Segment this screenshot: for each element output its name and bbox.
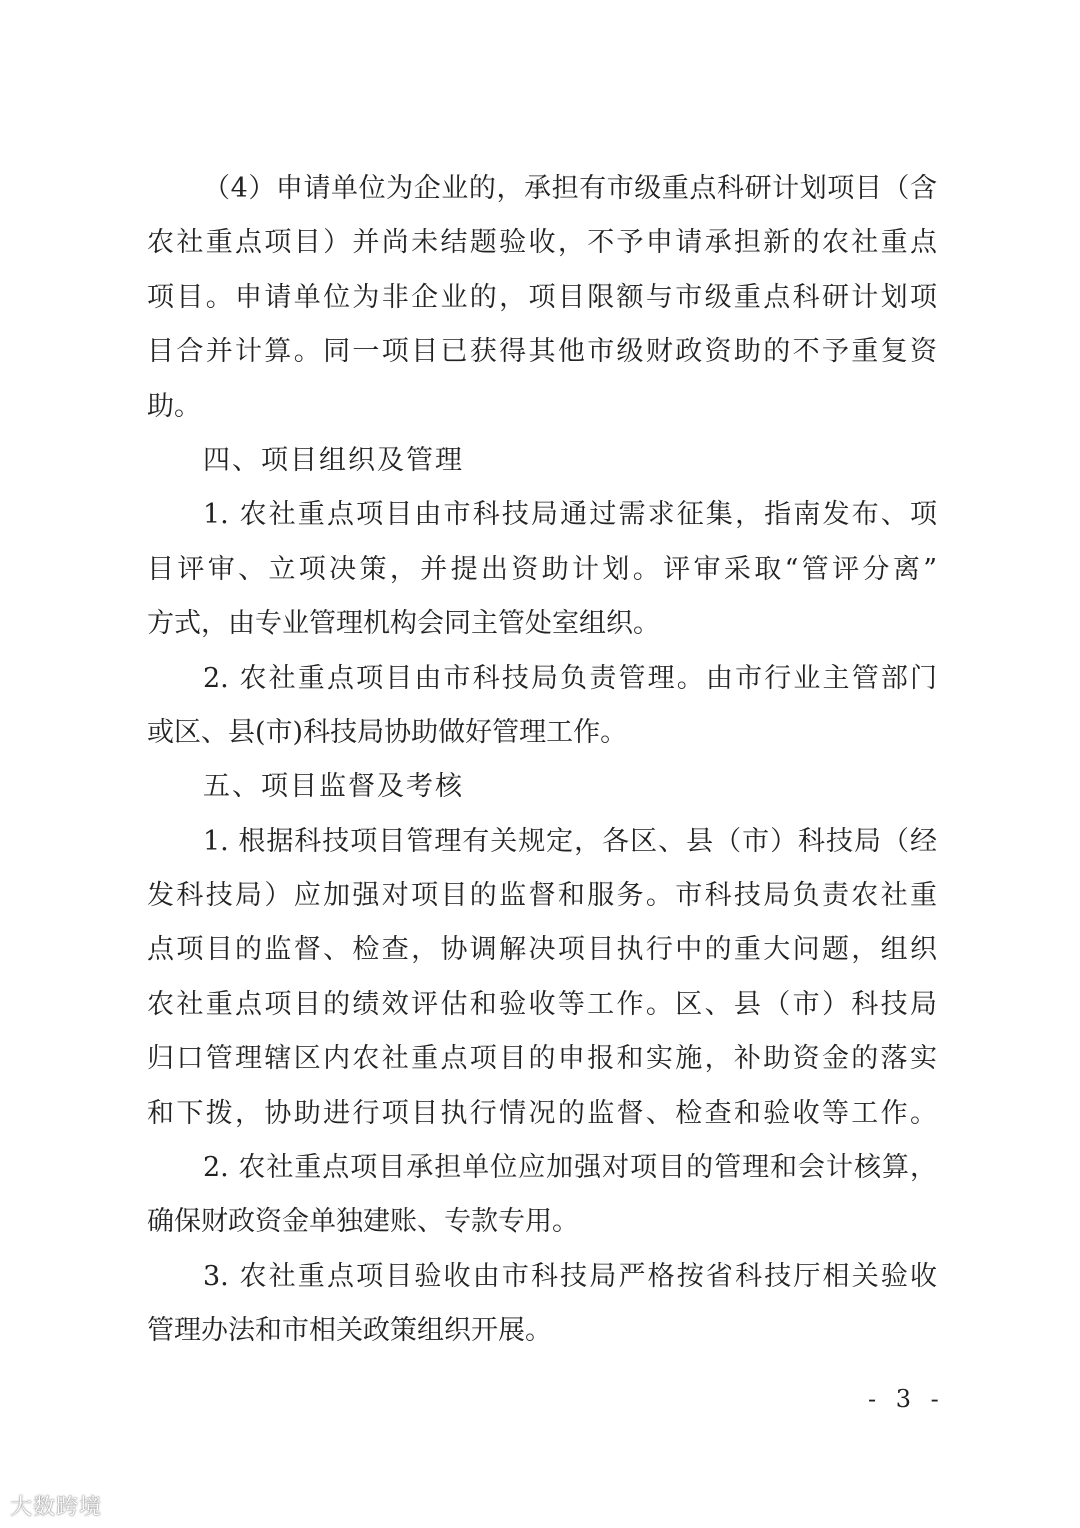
text-line: 发科技局）应加强对项目的监督和服务。市科技局负责农社重 <box>147 880 937 912</box>
paragraph <box>147 652 937 761</box>
text-line: 项目。申请单位为非企业的，项目限额与市级重点科研计划项 <box>147 281 937 313</box>
text-line: 1. 农社重点项目由市科技局通过需求征集，指南发布、项 <box>203 499 937 531</box>
text-line: 3. 农社重点项目验收由市科技局严格按省科技厅相关验收 <box>203 1260 937 1292</box>
text-line: 助。 <box>147 390 201 422</box>
text-line: 和下拨，协助进行项目执行情况的监督、检查和验收等工作。 <box>147 1097 937 1129</box>
section-heading-4: 四、项目组织及管理 <box>203 444 464 476</box>
text-line: 农社重点项目）并尚未结题验收，不予申请承担新的农社重点 <box>147 227 937 259</box>
paragraph-4-application-limits <box>147 162 937 434</box>
text-line: 点项目的监督、检查，协调解决项目执行中的重大问题，组织 <box>147 934 937 966</box>
text-line: 归口管理辖区内农社重点项目的申报和实施，补助资金的落实 <box>147 1043 937 1075</box>
paragraph <box>147 1141 937 1250</box>
paragraph <box>147 1250 937 1359</box>
text-line: （4）申请单位为企业的，承担有市级重点科研计划项目（含 <box>203 173 937 204</box>
paragraph <box>147 815 937 1141</box>
text-line: 确保财政资金单独建账、专款专用。 <box>147 1206 579 1238</box>
text-line: 或区、县(市)科技局协助做好管理工作。 <box>147 716 628 748</box>
text-line: 目合并计算。同一项目已获得其他市级财政资助的不予重复资 <box>147 336 937 368</box>
paragraph <box>147 488 937 651</box>
text-line: 方式，由专业管理机构会同主管处室组织。 <box>147 608 660 640</box>
text-line: 1. 根据科技项目管理有关规定，各区、县（市）科技局（经 <box>203 825 937 857</box>
document-body <box>147 162 937 1359</box>
text-line: 目评审、立项决策，并提出资助计划。评审采取“管评分离” <box>147 553 937 585</box>
page-number: - 3 - <box>868 1385 945 1413</box>
text-line: 管理办法和市相关政策组织开展。 <box>147 1315 552 1347</box>
text-line: 2. 农社重点项目由市科技局负责管理。由市行业主管部门 <box>203 662 937 694</box>
text-line: 2. 农社重点项目承担单位应加强对项目的管理和会计核算， <box>203 1152 937 1184</box>
watermark-logo: 大数跨境 <box>10 1495 103 1520</box>
section-heading-5: 五、项目监督及考核 <box>203 771 464 803</box>
text-line: 农社重点项目的绩效评估和验收等工作。区、县（市）科技局 <box>147 988 937 1020</box>
